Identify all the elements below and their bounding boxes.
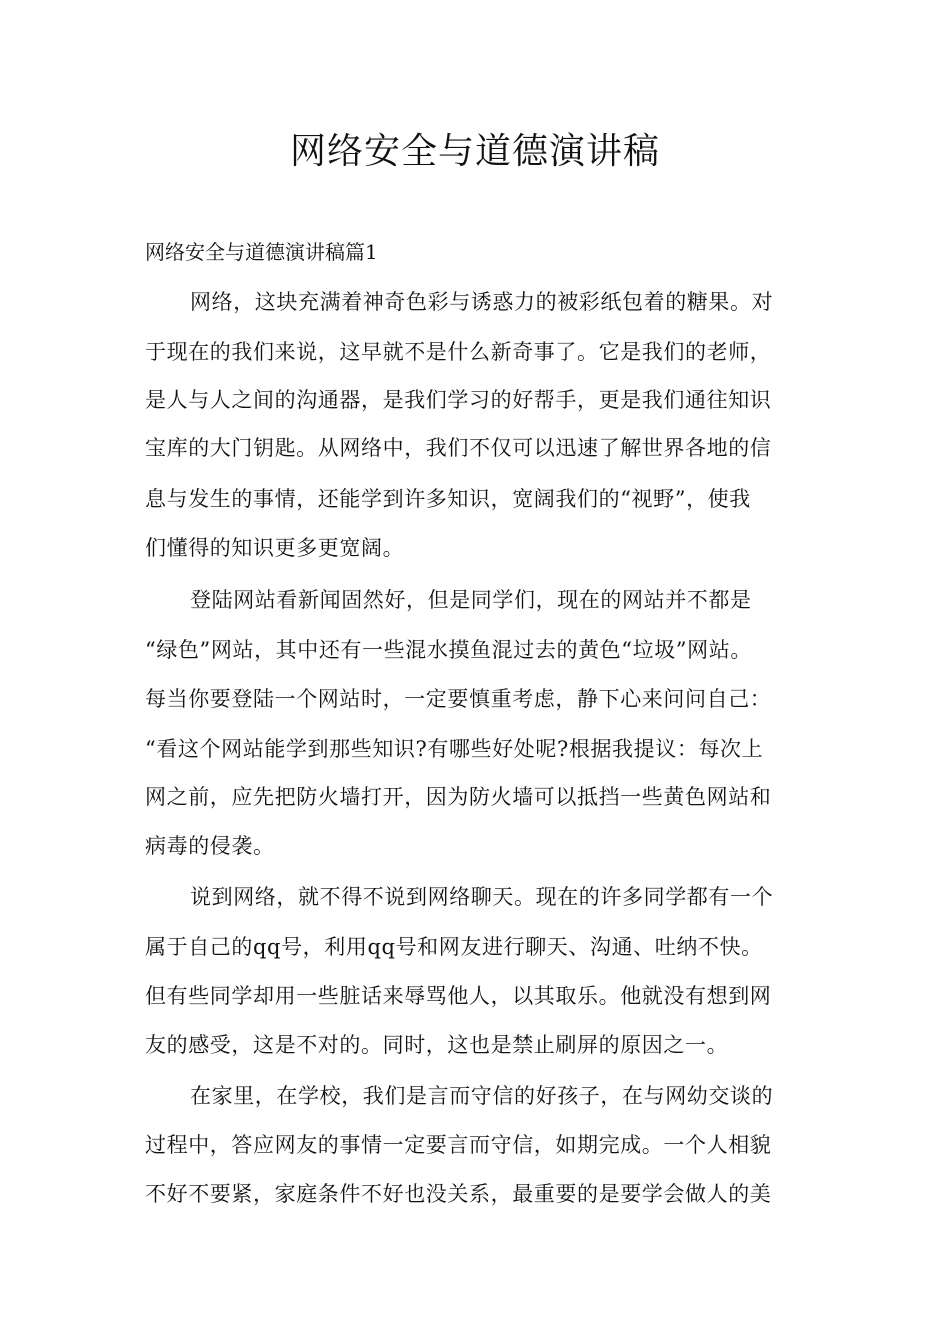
paragraph-line: 友的感受，这是不对的。同时，这也是禁止刷屏的原因之一。 — [145, 1033, 729, 1057]
paragraph-line: 登陆网站看新闻固然好，但是同学们，现在的网站并不都是 — [190, 588, 752, 612]
paragraph-line: 说到网络，就不得不说到网络聊天。现在的许多同学都有一个 — [190, 885, 774, 909]
paragraph-line: 们懂得的知识更多更宽阔。 — [145, 536, 405, 560]
paragraph-line: 是人与人之间的沟通器，是我们学习的好帮手，更是我们通往知识 — [145, 388, 772, 412]
paragraph-line: 不好不要紧，家庭条件不好也没关系，最重要的是要学会做人的美 — [145, 1182, 772, 1206]
paragraph-line: 宝库的大门钥匙。从网络中，我们不仅可以迅速了解世界各地的信 — [145, 436, 772, 460]
paragraph-line: 但有些同学却用一些脏话来辱骂他人，以其取乐。他就没有想到网 — [145, 984, 772, 1008]
paragraph-line: 在家里，在学校，我们是言而守信的好孩子，在与网幼交谈的 — [190, 1084, 774, 1108]
paragraph-line: 每当你要登陆一个网站时，一定要慎重考虑，静下心来问问自己： — [145, 687, 772, 711]
paragraph-line: 网络，这块充满着神奇色彩与诱惑力的被彩纸包着的糖果。对 — [190, 290, 774, 314]
paragraph-line: 属于自己的qq号，利用qq号和网友进行聊天、沟通、吐纳不快。 — [145, 935, 763, 959]
paragraph-line: “看这个网站能学到那些知识?有哪些好处呢?根据我提议：每次上 — [145, 737, 764, 761]
paragraph-line: 过程中，答应网友的事情一定要言而守信，如期完成。一个人相貌 — [145, 1133, 772, 1157]
page-title: 网络安全与道德演讲稿 — [289, 131, 660, 172]
paragraph-line: 息与发生的事情，还能学到许多知识，宽阔我们的“视野”，使我 — [145, 487, 751, 511]
paragraph-line: 于现在的我们来说，这早就不是什么新奇事了。它是我们的老师， — [145, 340, 772, 364]
section-heading: 网络安全与道德演讲稿篇1 — [145, 240, 378, 264]
paragraph-line: 病毒的侵袭。 — [145, 834, 275, 858]
paragraph-line: 网之前，应先把防火墙打开，因为防火墙可以抵挡一些黄色网站和 — [145, 785, 772, 809]
paragraph-line: “绿色”网站，其中还有一些混水摸鱼混过去的黄色“垃圾”网站。 — [145, 638, 752, 662]
